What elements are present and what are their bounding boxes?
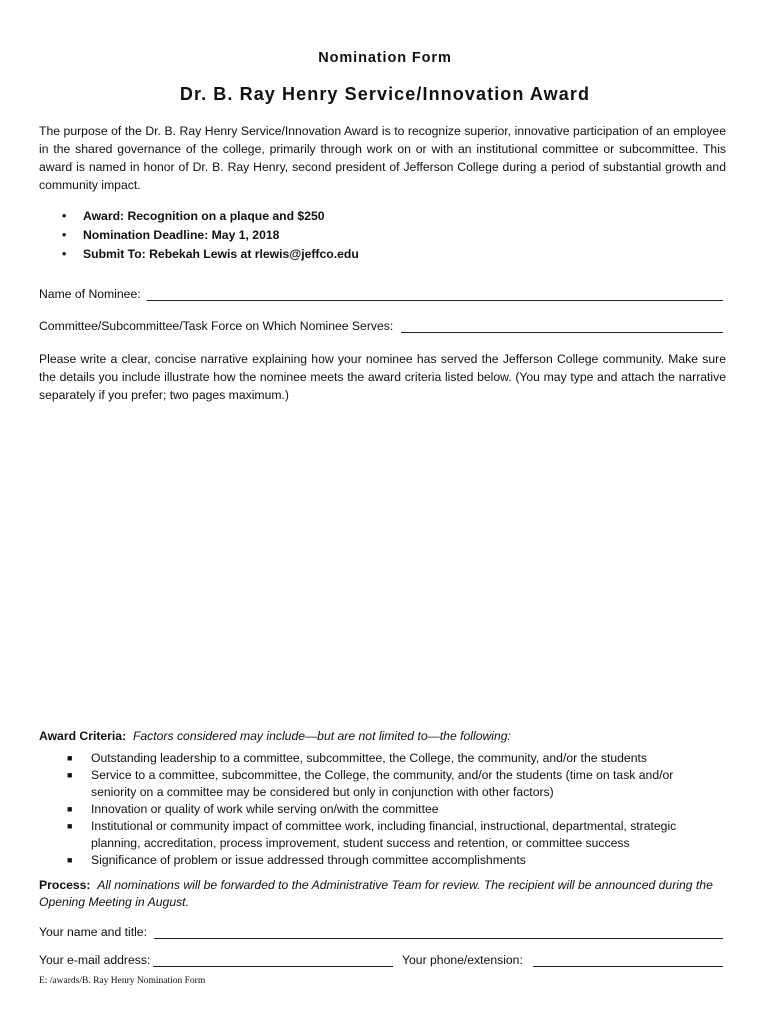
process-label: Process: [39,878,91,892]
process-text: All nominations will be forwarded to the Administrative Team for review. The recipient will be announced during the Opening Meeting in August. [39,878,713,909]
key-info-item: • Award: Recognition on a plaque and $250 [62,207,359,226]
square-bullet-icon: ■ [67,753,73,763]
form-title: Nomination Form [318,50,452,66]
committee-label: Committee/Subcommittee/Task Force on Which Nominee Serves: [39,319,394,333]
criteria-label: Award Criteria: [39,729,127,743]
your-phone-label: Your phone/extension: [402,953,523,967]
footer-path: E: /awards/B. Ray Henry Nomination Form [39,976,206,986]
criteria-item: ■ Significance of problem or issue addressed through committee accomplishments [67,853,526,867]
criteria-item: ■ Institutional or community impact of committee work, including financial, instructional, departmental, strategic planning, accreditation, process improvement, student success and retention, or committee success [67,819,677,850]
intro-paragraph: The purpose of the Dr. B. Ray Henry Service/Innovation Award is to recognize superior, innovative participation of an employee in the shared governance of the college, primarily through work on or with an institutional committee or subcommittee. This award is named in honor of Dr. B. Ray Henry, second president of Jefferson College during a period of substantial growth and community impact. [39,124,726,192]
key-info-item: • Submit To: Rebekah Lewis at rlewis@jeffco.edu [62,245,359,264]
bullet-icon: • [62,247,67,261]
award-title: Dr. B. Ray Henry Service/Innovation Award [179,84,591,104]
criteria-item: ■ Service to a committee, subcommittee, the College, the community, and/or the students (time on task and/or seniority on a committee may be considered but only in conjunction with other factors) [67,768,674,799]
process-note [39,877,739,911]
your-phone-field[interactable] [533,966,723,967]
criteria-item: ■ Innovation or quality of work while serving on/with the committee [67,802,439,816]
your-name-field[interactable] [154,938,723,939]
square-bullet-icon: ■ [67,770,73,780]
narrative-area[interactable] [39,410,726,710]
committee-field[interactable] [401,332,723,333]
square-bullet-icon: ■ [67,855,73,865]
bullet-icon: • [62,209,67,223]
criteria-list [67,750,717,869]
nominee-name-field[interactable] [147,300,723,301]
key-info-list [62,207,359,264]
your-name-label: Your name and title: [39,925,147,939]
your-email-field[interactable] [153,966,393,967]
criteria-intro: Factors considered may include—but are not limited to—the following: [132,729,511,743]
square-bullet-icon: ■ [67,821,73,831]
narrative-instructions: Please write a clear, concise narrative explaining how your nominee has served the Jefferson College community. Make sure the details you include illustrate how the nominee meets the award criteria listed below. (You may type and attach the narrative separately if you prefer; two pages maximum.) [39,352,726,402]
criteria-item: ■ Outstanding leadership to a committee, subcommittee, the College, the community, and/or the students [67,751,647,765]
your-email-label: Your e-mail address: [39,953,151,967]
bullet-icon: • [62,228,67,242]
nominee-name-label: Name of Nominee: [39,287,141,301]
key-info-item: • Nomination Deadline: May 1, 2018 [62,226,359,245]
square-bullet-icon: ■ [67,804,73,814]
criteria-heading [39,729,511,743]
